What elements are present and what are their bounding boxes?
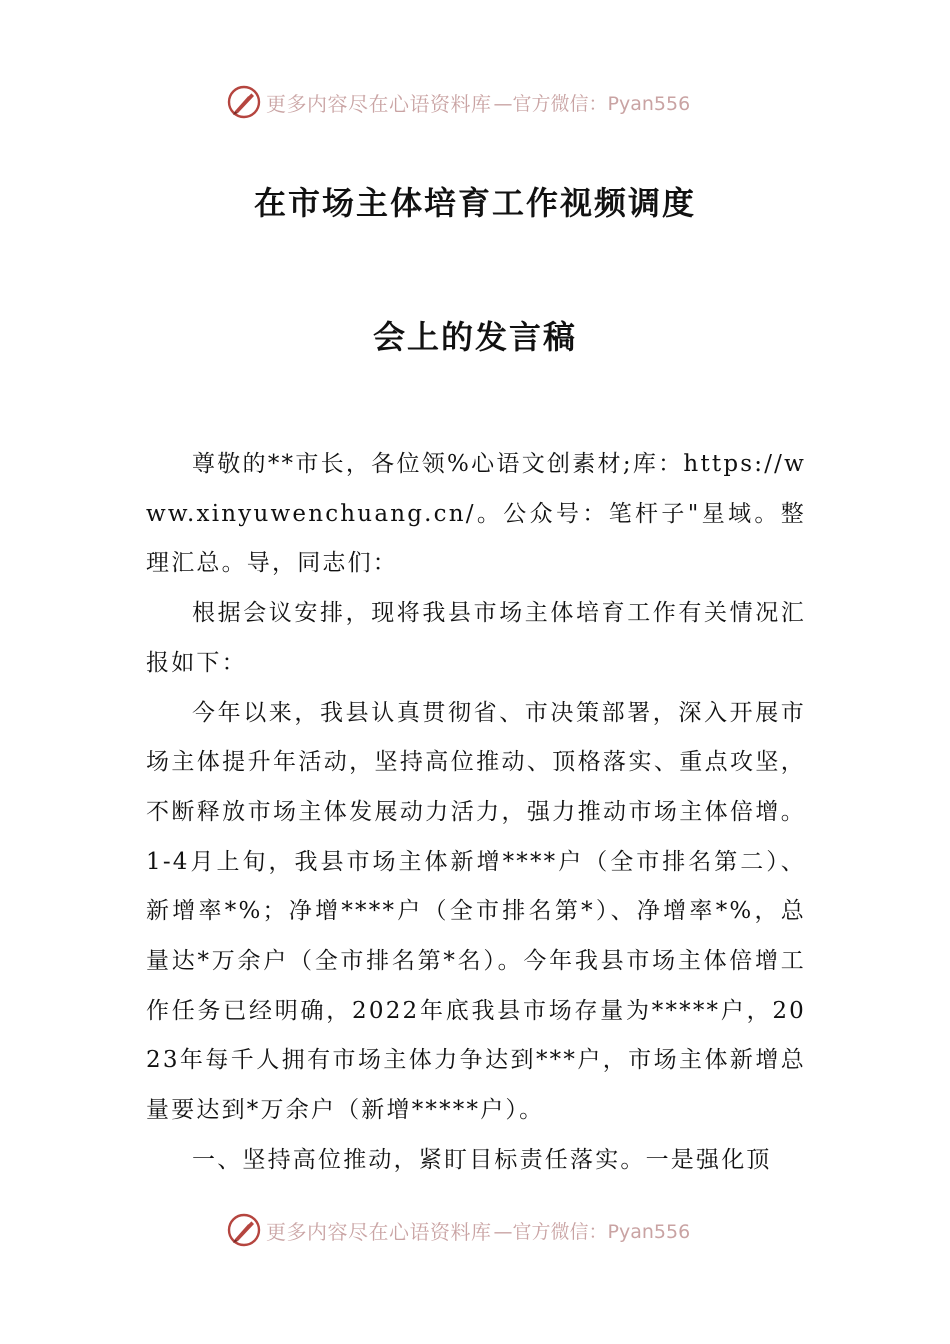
paragraph-salutation: 尊敬的**市长，各位领%心语文创素材;库：https://www.xinyuwenchuang.cn/。公众号：笔杆子"星域。整理汇总。导，同志们： (146, 451, 806, 577)
document-body (146, 440, 806, 1186)
quill-pen-logo-icon (226, 84, 262, 120)
watermark-main-text: 更多内容尽在心语资料库 (266, 91, 492, 116)
watermark-main-text: 更多内容尽在心语资料库 (266, 1219, 492, 1244)
watermark-contact-text: —官方微信：Pyan556 (493, 92, 691, 115)
paragraph-intro: 根据会议安排，现将我县市场主体培育工作有关情况汇报如下： (146, 600, 806, 676)
paragraph-section-one: 一、坚持高位推动，紧盯目标责任落实。一是强化顶 (192, 1146, 772, 1173)
watermark-contact-text: —官方微信：Pyan556 (493, 1220, 691, 1243)
footer-watermark (226, 1212, 690, 1248)
header-watermark (226, 84, 690, 120)
quill-pen-logo-icon (226, 1212, 262, 1248)
document-title-line-1: 在市场主体培育工作视频调度 (253, 184, 696, 222)
document-title-line-2: 会上的发言稿 (372, 318, 577, 356)
paragraph-overview: 今年以来，我县认真贯彻省、市决策部署，深入开展市场主体提升年活动，坚持高位推动、顶格落实、重点攻坚，不断释放市场主体发展动力活力，强力推动市场主体倍增。1-4月上旬，我县市场主体新增****户（全市排名第二）、新增率*%；净增****户（全市排名第*）、净增率*%，总量达*万余户（全市排名第*名）。今年我县市场主体倍增工作任务已经明确，2022年底我县市场存量为*****户，2023年每千人拥有市场主体力争达到***户，市场主体新增总量要达到*万余户（新增*****户）。 (146, 699, 806, 1124)
